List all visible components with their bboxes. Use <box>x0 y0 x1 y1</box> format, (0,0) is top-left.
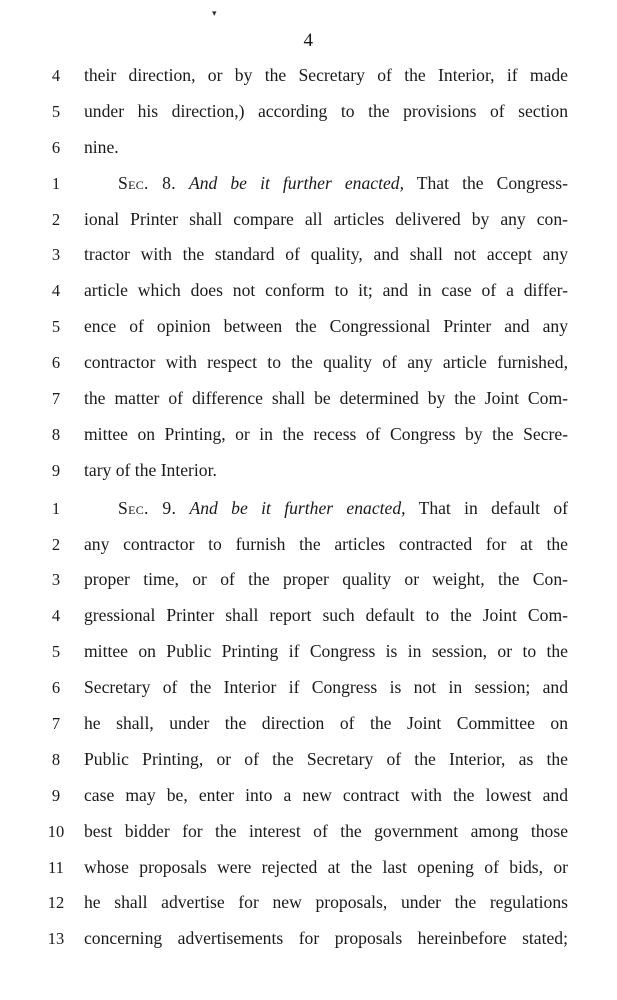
line-text: proper time, or of the proper quality or weight, the Con- <box>84 569 568 590</box>
section-label: Sec. 8. <box>118 172 176 193</box>
line-text: That in default of <box>418 497 569 518</box>
line-text: he shall, under the direction of the Joint Committee on <box>84 713 568 734</box>
line-text: nine. <box>84 136 119 157</box>
section-label: Sec. 9. <box>118 497 177 518</box>
line-text: Secretary of the Interior if Congress is not in session; and <box>84 677 568 698</box>
line-text: their direction, or by the Secretary of the Interior, if made <box>84 65 568 85</box>
text-line <box>0 381 617 417</box>
line-text: Public Printing, or of the Secretary of the Interior, as the <box>84 748 568 769</box>
text-line <box>0 273 617 309</box>
line-number: 6 <box>51 678 61 698</box>
line-text: under his direction,) according to the provisions of section <box>84 100 568 121</box>
text-line <box>0 885 617 921</box>
line-number: 8 <box>51 749 61 769</box>
text-line <box>0 850 617 886</box>
line-number: 7 <box>51 714 61 734</box>
section-line-text <box>118 166 568 202</box>
line-number: 1 <box>51 173 61 193</box>
line-number: 3 <box>51 245 61 265</box>
line-number: 3 <box>51 570 61 590</box>
text-line <box>0 527 617 563</box>
text-line <box>0 58 617 94</box>
text-line <box>0 670 617 706</box>
text-line <box>0 453 617 489</box>
line-number: 1 <box>51 498 61 518</box>
line-number: 5 <box>51 642 61 662</box>
line-number: 11 <box>48 857 64 877</box>
text-line <box>0 634 617 670</box>
line-number: 2 <box>51 534 61 554</box>
line-text: case may be, enter into a new contract with the lowest and <box>84 784 568 805</box>
text-line <box>0 130 617 166</box>
line-number: 4 <box>51 606 61 626</box>
line-number: 5 <box>51 317 61 337</box>
text-line <box>0 921 617 957</box>
line-text: any contractor to furnish the articles contracted for at the <box>84 533 568 554</box>
line-text: tary of the Interior. <box>84 459 217 480</box>
line-text: best bidder for the interest of the government among those <box>84 820 568 841</box>
line-text: ional Printer shall compare all articles delivered by any con- <box>84 208 568 229</box>
text-line <box>0 814 617 850</box>
text-line <box>0 94 617 130</box>
line-number: 8 <box>51 424 61 444</box>
line-text: mittee on Printing, or in the recess of Congress by the Secre- <box>84 423 568 444</box>
line-number: 9 <box>51 785 61 805</box>
line-number: 7 <box>51 389 61 409</box>
text-line <box>0 598 617 634</box>
section-heading-line <box>0 166 617 202</box>
line-text: contractor with respect to the quality of any article furnished, <box>84 352 568 373</box>
line-number: 10 <box>47 821 65 841</box>
text-line <box>0 345 617 381</box>
line-number: 13 <box>47 929 65 949</box>
line-number: 9 <box>51 460 61 480</box>
text-line <box>0 778 617 814</box>
line-text: ence of opinion between the Congressional Printer and any <box>84 316 568 337</box>
line-text: whose proposals were rejected at the last opening of bids, or <box>84 856 568 877</box>
line-text: tractor with the standard of quality, and shall not accept any <box>84 244 568 265</box>
line-number: 6 <box>51 137 61 157</box>
text-line <box>0 309 617 345</box>
text-line <box>0 237 617 273</box>
line-text: gressional Printer shall report such default to the Joint Com- <box>84 605 568 626</box>
enacting-clause: And be it further enacted, <box>189 497 406 518</box>
text-line <box>0 202 617 238</box>
line-text: mittee on Public Printing if Congress is in session, or to the <box>84 641 568 662</box>
text-line <box>0 417 617 453</box>
line-number: 12 <box>47 893 65 913</box>
text-line <box>0 562 617 598</box>
line-number: 4 <box>51 281 61 301</box>
enacting-clause: And be it further enacted, <box>188 172 404 193</box>
ink-speck: ▾ <box>212 8 217 18</box>
line-number: 2 <box>51 209 61 229</box>
page-number: 4 <box>303 30 314 51</box>
section-heading-line <box>0 491 617 527</box>
line-text: concerning advertisements for proposals hereinbefore stated; <box>84 928 568 949</box>
line-number: 4 <box>51 66 61 85</box>
text-body <box>0 58 617 957</box>
line-number: 5 <box>51 101 61 121</box>
text-line <box>0 706 617 742</box>
line-number: 6 <box>51 353 61 373</box>
section-line-text <box>118 491 568 527</box>
line-text: That the Congress- <box>416 172 568 193</box>
line-text: article which does not conform to it; and in case of a differ- <box>84 280 568 301</box>
text-line <box>0 742 617 778</box>
line-text: he shall advertise for new proposals, under the regulations <box>84 892 568 913</box>
line-text: the matter of difference shall be determined by the Joint Com- <box>84 388 568 409</box>
